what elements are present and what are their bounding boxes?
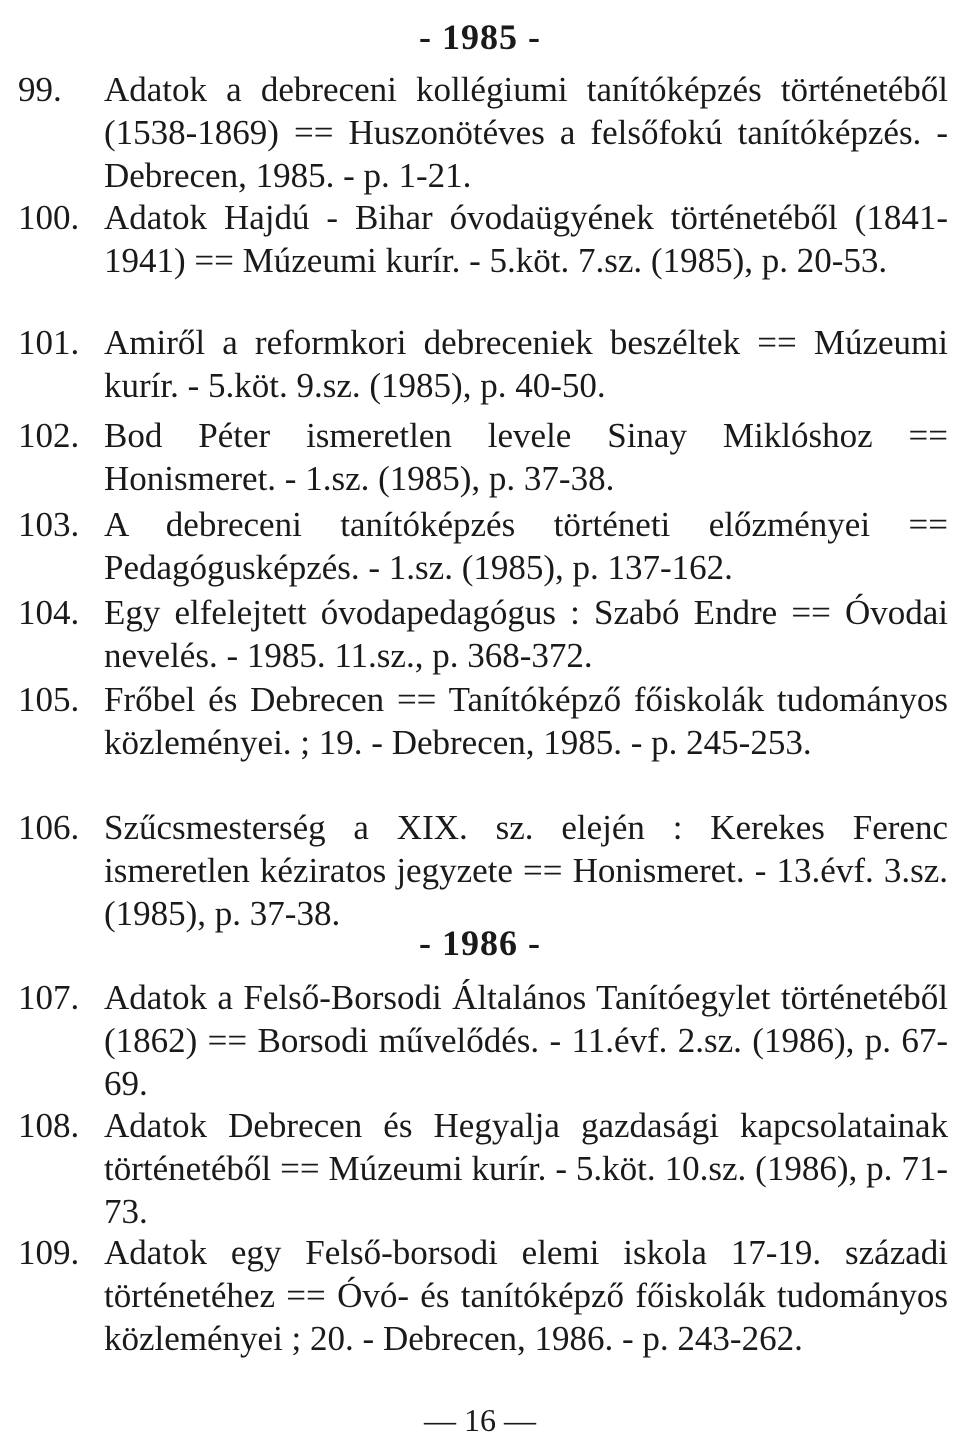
entry-text: Adatok Debrecen és Hegyalja gazdasági kapcsolatainak történetéből == Múzeumi kurír. - 5.köt. 10.sz. (1986), p. 71-73.: [104, 1106, 948, 1231]
entry-107: [18, 976, 948, 1105]
entry-number: 99.: [18, 70, 62, 109]
entry-102: [18, 414, 948, 500]
entry-109: [18, 1231, 948, 1360]
entry-text: Frőbel és Debrecen == Tanítóképző főiskolák tudományos közleményei. ; 19. - Debrecen, 1985. - p. 245-253.: [104, 680, 948, 762]
entry-number: 109.: [18, 1233, 80, 1272]
entry-text: Adatok egy Felső-borsodi elemi iskola 17-19. századi történetéhez == Óvó- és tanítóképző főiskolák tudományos közleményei ; 20. - Debrecen, 1986. - p. 243-262.: [104, 1233, 948, 1358]
entry-103: [18, 503, 948, 589]
year-heading-1986: - 1986 -: [419, 923, 541, 963]
entry-106: [18, 806, 948, 935]
entry-number: 103.: [18, 505, 80, 544]
entry-number: 102.: [18, 416, 80, 455]
entry-number: 101.: [18, 323, 80, 362]
entry-number: 108.: [18, 1106, 80, 1145]
entry-text: Szűcsmesterség a XIX. sz. elején : Kerekes Ferenc ismeretlen kéziratos jegyzete == Honismeret. - 13.évf. 3.sz. (1985), p. 37-38.: [104, 808, 948, 933]
entry-text: Adatok a debreceni kollégiumi tanítóképzés történetéből (1538-1869) == Huszonötéves a felsőfokú tanítóképzés. - Debrecen, 1985. - p. 1-21.: [104, 70, 948, 195]
entry-108: [18, 1104, 948, 1233]
entry-101: [18, 321, 948, 407]
entry-text: Adatok Hajdú - Bihar óvodaügyének történetéből (1841-1941) == Múzeumi kurír. - 5.köt. 7.sz. (1985), p. 20-53.: [104, 198, 948, 280]
entry-number: 104.: [18, 593, 80, 632]
entry-text: Egy elfelejtett óvodapedagógus : Szabó Endre == Óvodai nevelés. - 1985. 11.sz., p. 368-372.: [104, 593, 948, 675]
entry-text: Bod Péter ismeretlen levele Sinay Miklóshoz == Honismeret. - 1.sz. (1985), p. 37-38.: [104, 416, 948, 498]
entry-number: 100.: [18, 198, 80, 237]
entry-105: [18, 678, 948, 764]
year-heading-1985: - 1985 -: [419, 17, 541, 57]
entry-text: Adatok a Felső-Borsodi Általános Tanítóegylet történetéből (1862) == Borsodi művelődés. - 11.évf. 2.sz. (1986), p. 67-69.: [104, 978, 948, 1103]
entry-104: [18, 591, 948, 677]
entry-text: Amiről a reformkori debreceniek beszéltek == Múzeumi kurír. - 5.köt. 9.sz. (1985), p. 40-50.: [104, 323, 948, 405]
entry-100: [18, 196, 948, 282]
entry-99: [18, 68, 948, 197]
entry-number: 106.: [18, 808, 80, 847]
entry-number: 105.: [18, 680, 80, 719]
page-number: — 16 —: [424, 1402, 536, 1438]
entry-number: 107.: [18, 978, 80, 1017]
entry-text: A debreceni tanítóképzés történeti előzményei == Pedagógusképzés. - 1.sz. (1985), p. 137-162.: [104, 505, 948, 587]
